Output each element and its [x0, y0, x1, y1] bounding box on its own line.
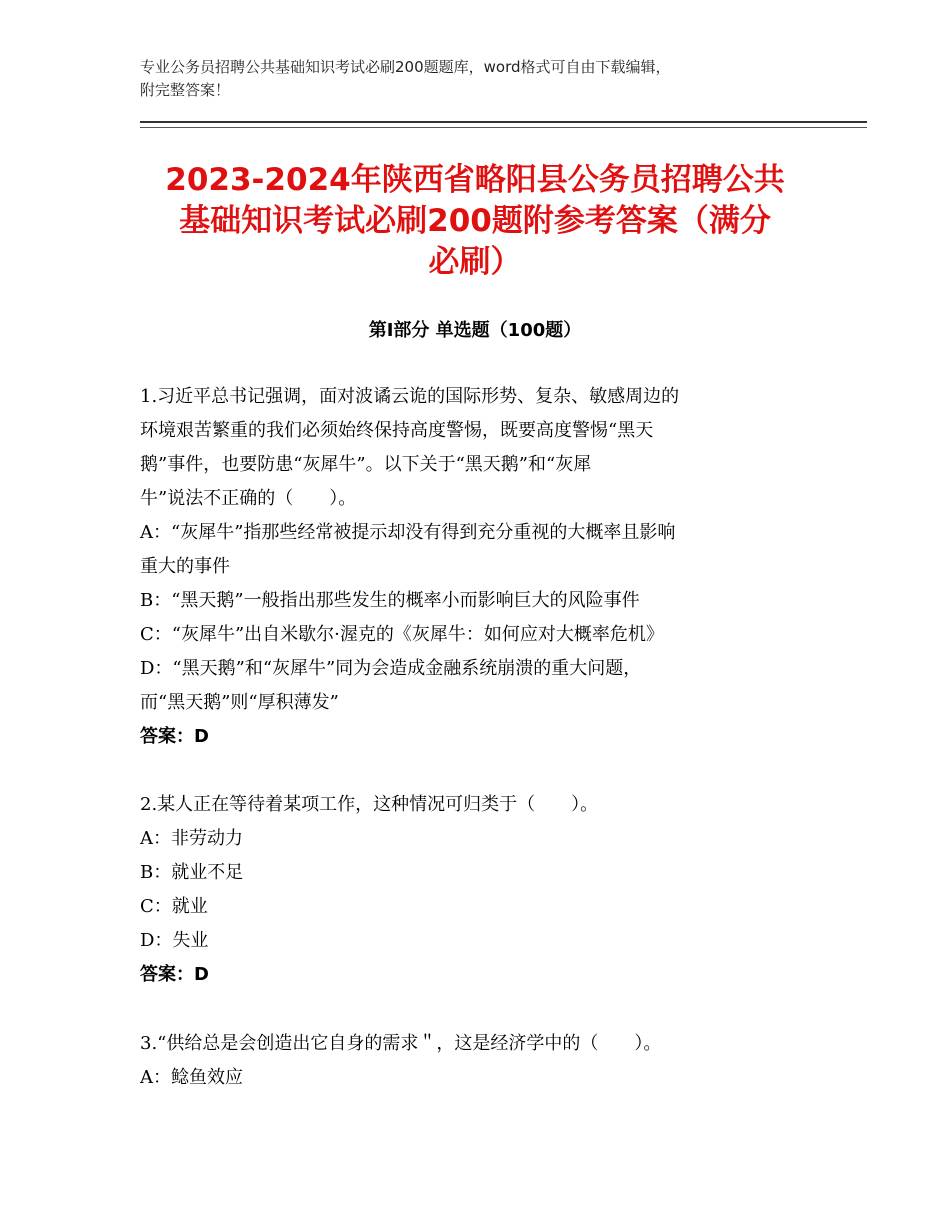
header-note — [140, 56, 820, 102]
question-1 — [140, 380, 820, 754]
header-divider-thin — [140, 127, 867, 128]
question-2-option-d: D：失业 — [140, 930, 209, 951]
question-1-option-c: C：“灰犀牛”出自米歇尔·渥克的《灰犀牛：如何应对大概率危机》 — [140, 624, 664, 645]
question-3-option-a: A：鲶鱼效应 — [140, 1067, 243, 1088]
title-line: 2023-2024年陕西省略阳县公务员招聘公共 — [165, 162, 785, 198]
question-2-option-c: C：就业 — [140, 896, 208, 917]
question-2 — [140, 788, 820, 992]
question-1-option-d: 而“黑天鹅”则“厚积薄发” — [140, 692, 339, 713]
question-2-answer: 答案：D — [140, 964, 209, 985]
question-1-stem: 1.习近平总书记强调，面对波谲云诡的国际形势、复杂、敏感周边的 — [140, 386, 680, 407]
question-1-stem: 牛”说法不正确的（ ）。 — [140, 488, 357, 509]
question-1-option-a: A：“灰犀牛”指那些经常被提示却没有得到充分重视的大概率且影响 — [140, 522, 676, 543]
question-1-stem: 鹅”事件，也要防患“灰犀牛”。以下关于“黑天鹅”和“灰犀 — [140, 454, 592, 475]
question-1-option-d: D：“黑天鹅”和“灰犀牛”同为会造成金融系统崩溃的重大问题， — [140, 658, 642, 679]
question-3-stem: 3.“供给总是会创造出它自身的需求＂，这是经济学中的（ ）。 — [140, 1033, 662, 1054]
question-2-option-b: B：就业不足 — [140, 862, 244, 883]
question-1-option-b: B：“黑天鹅”一般指出那些发生的概率小而影响巨大的风险事件 — [140, 590, 640, 611]
title-line: 基础知识考试必刷200题附参考答案（满分 — [179, 203, 771, 239]
title-line: 必刷） — [428, 244, 522, 280]
question-1-answer: 答案：D — [140, 726, 209, 747]
header-note-line: 专业公务员招聘公共基础知识考试必刷200题题库，word格式可自由下载编辑， — [140, 58, 671, 76]
question-2-stem: 2.某人正在等待着某项工作，这种情况可归类于（ ）。 — [140, 794, 599, 815]
question-1-stem: 环境艰苦繁重的我们必须始终保持高度警惕，既要高度警惕“黑天 — [140, 420, 654, 441]
header-divider-thick — [140, 121, 867, 123]
question-3 — [140, 1027, 820, 1095]
question-2-option-a: A：非劳动力 — [140, 828, 243, 849]
document-title — [130, 160, 820, 283]
question-1-option-a: 重大的事件 — [140, 556, 230, 577]
section-heading: 第Ⅰ部分 单选题（100题） — [368, 320, 582, 341]
header-note-line: 附完整答案！ — [140, 81, 231, 99]
